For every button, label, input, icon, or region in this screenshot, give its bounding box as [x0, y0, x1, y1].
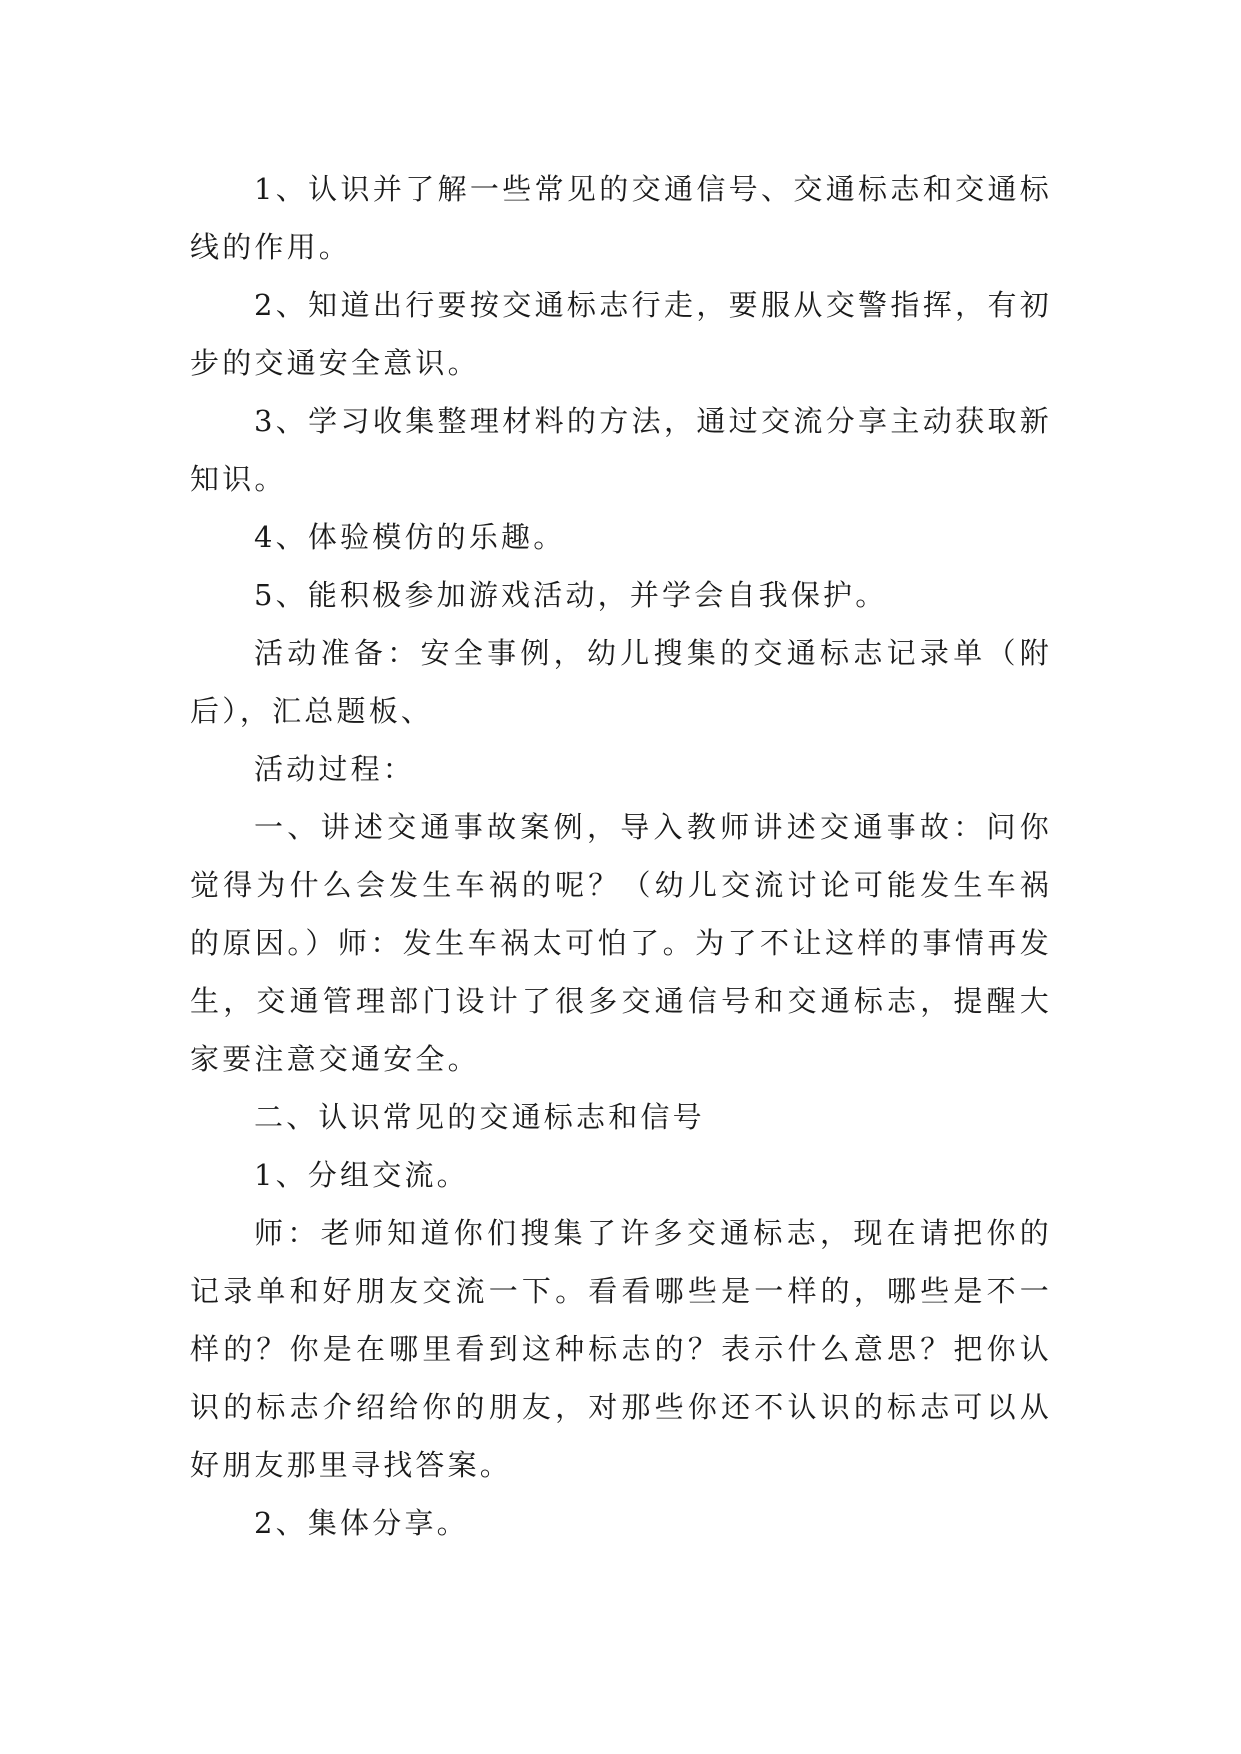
paragraph-group-exchange: 1、分组交流。 — [254, 1158, 469, 1192]
document-body — [190, 160, 1052, 1552]
paragraph-preparation: 活动准备：安全事例，幼儿搜集的交通标志记录单（附后），汇总题板、 — [190, 636, 1052, 728]
paragraph-objective-5: 5、能积极参加游戏活动，并学会自我保护。 — [254, 578, 888, 612]
paragraph-teacher-instruction: 师：老师知道你们搜集了许多交通标志，现在请把你的记录单和好朋友交流一下。看看哪些是一样的，哪些是不一样的？你是在哪里看到这种标志的？表示什么意思？把你认识的标志介绍给你的朋友，对那些你还不认识的标志可以从好朋友那里寻找答案。 — [190, 1216, 1052, 1482]
paragraph-collective-sharing: 2、集体分享。 — [254, 1506, 469, 1540]
paragraph-objective-3: 3、学习收集整理材料的方法，通过交流分享主动获取新知识。 — [190, 404, 1052, 496]
paragraph-objective-4: 4、体验模仿的乐趣。 — [254, 520, 566, 554]
paragraph-step-two-heading: 二、认识常见的交通标志和信号 — [254, 1100, 705, 1134]
paragraph-objective-1: 1、认识并了解一些常见的交通信号、交通标志和交通标线的作用。 — [190, 172, 1052, 264]
paragraph-process-heading: 活动过程： — [254, 752, 416, 786]
paragraph-step-one: 一、讲述交通事故案例，导入教师讲述交通事故：问你觉得为什么会发生车祸的呢？（幼儿交流讨论可能发生车祸的原因。）师：发生车祸太可怕了。为了不让这样的事情再发生，交通管理部门设计了很多交通信号和交通标志，提醒大家要注意交通安全。 — [190, 810, 1052, 1076]
paragraph-objective-2: 2、知道出行要按交通标志行走，要服从交警指挥，有初步的交通安全意识。 — [190, 288, 1052, 380]
